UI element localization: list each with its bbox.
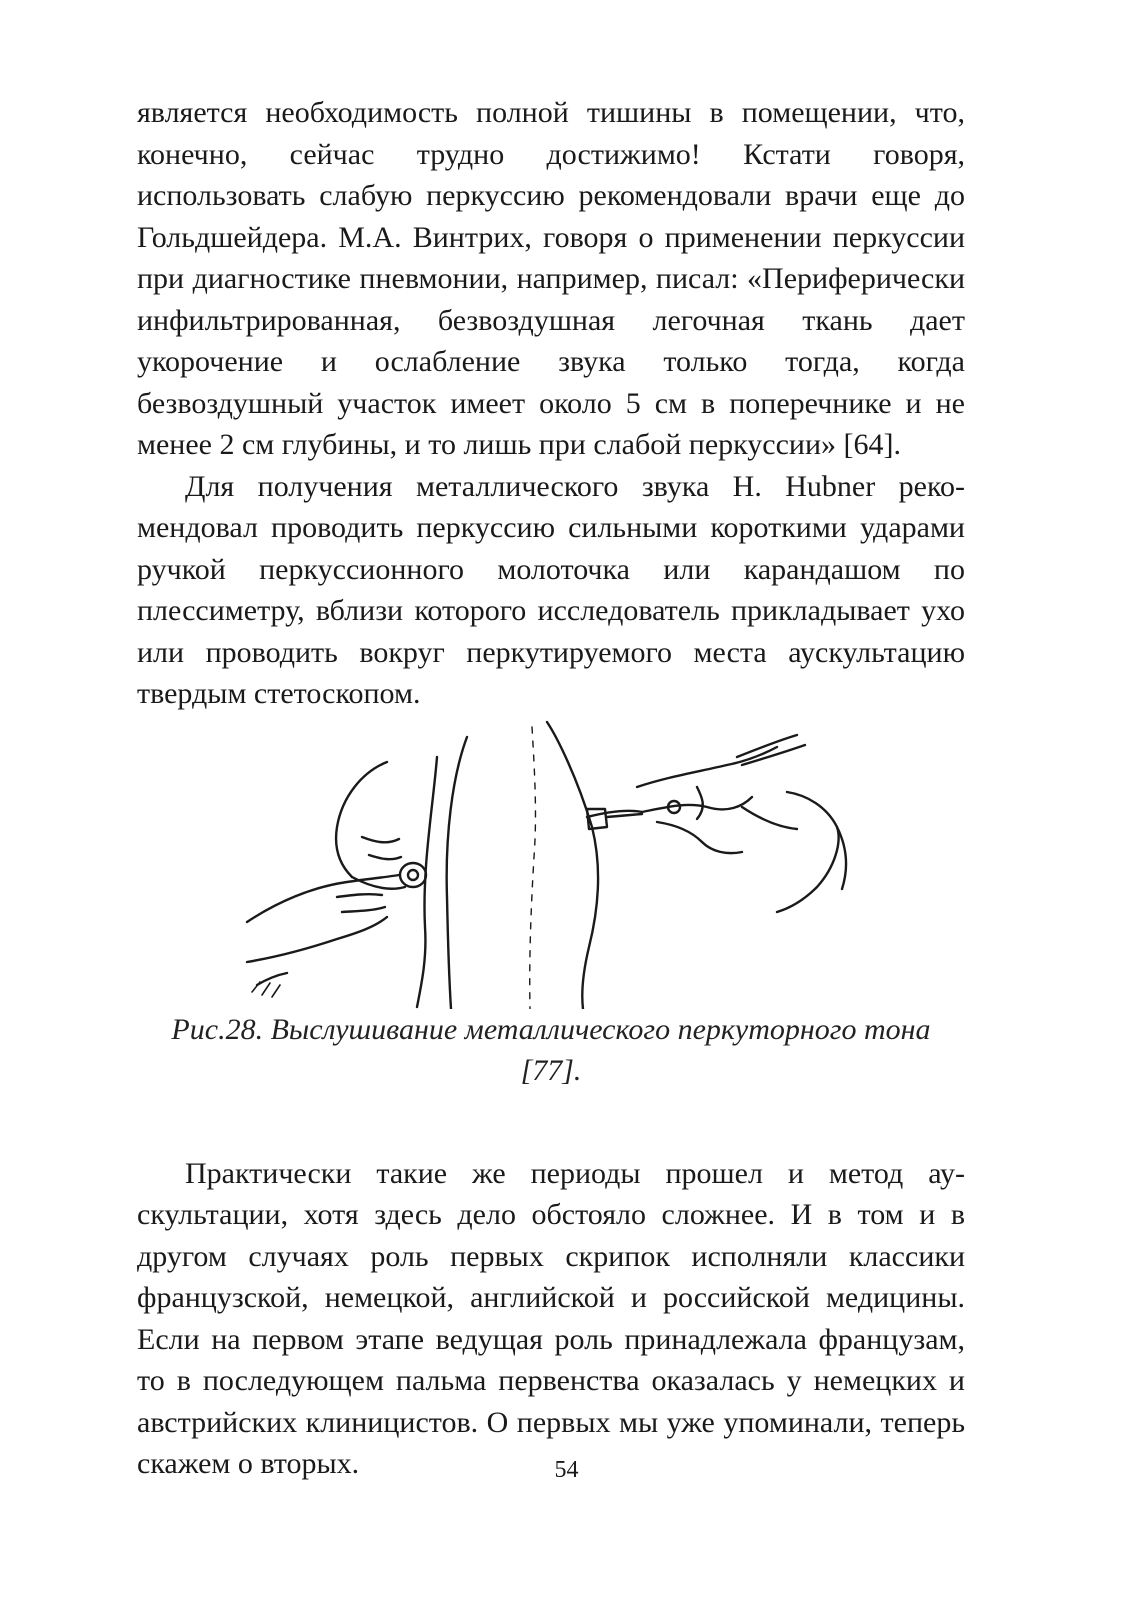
figure-illustration xyxy=(137,717,965,1009)
page-body xyxy=(137,92,965,1485)
paragraph-1: является необходимость полной тишины в помещении, что, конечно, сейчас трудно достижимо! Кстати говоря, использовать слабую перкуссию рекомендовали врачи еще до Гольдшейдера. М.А. Винтрих, говоря о применении перкуссии при диагностике пневмонии, например, писал: «Периферически инфильтрированная, безвоздушная легочная ткань дает укорочение и ослабление звука только тогда, когда безвоздушный участок имеет около 5 см в поперечнике и не менее 2 см глубины, и то лишь при слабой перкуссии» [64]. xyxy=(137,96,965,461)
figure-caption-line-1: Рис.28. Выслушивание металлического перкуторного тона xyxy=(171,1012,931,1046)
paragraph-3: Практически такие же периоды прошел и метод аускультации, хотя здесь дело обстояло сложнее. И в том и в другом случаях роль первых скрипок исполняли классики французской, немецкой, английской и российской медицины. Если на первом этапе ведущая роль принадлежала французам, то в последующем пальма первенства оказалась у немецких и австрийских клиницистов. О первых мы уже упоминали, теперь скажем о вторых. xyxy=(137,1156,965,1480)
auscultation-illustration xyxy=(137,717,965,1009)
page-number: 54 xyxy=(554,1457,579,1483)
paragraph-2: Для получения металлического звука H. Hubner рекомендовал проводить перкуссию сильными короткими ударами ручкой перкуссионного молоточка или карандашом по плессиметру, вблизи которого исследователь прикладывает ухо или проводить вокруг перкутируемого места аускультацию твердым стетоскопом. xyxy=(137,469,965,710)
figure-caption-line-2: [77]. xyxy=(520,1053,582,1087)
